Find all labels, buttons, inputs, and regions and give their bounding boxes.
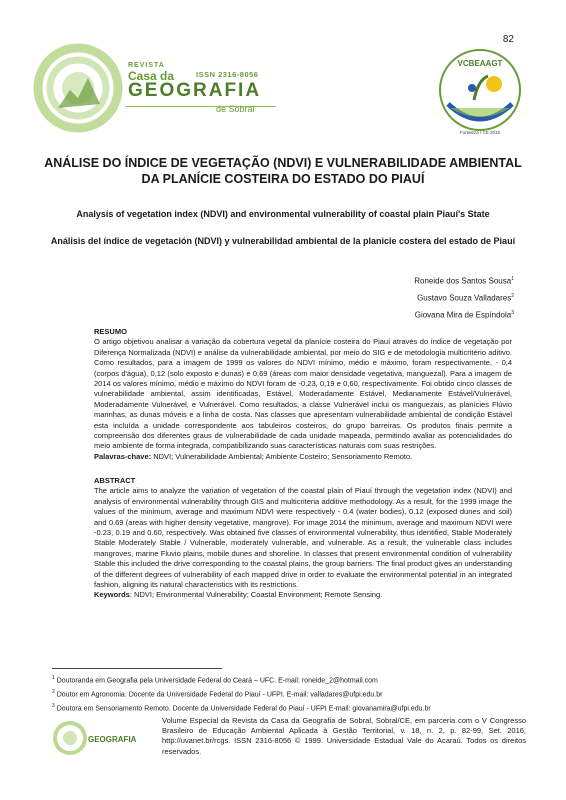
- journal-revista: REVISTA: [128, 62, 165, 69]
- author: Gustavo Souza Valladares$^2$: [417, 293, 514, 303]
- resumo-body: O artigo objetivou analisar a variação da cobertura vegetal da planície costeira do Piauí através do índice de vegetação por Diferença Normalizada (NDVI) e análise da vulnerabilidade ambiental, por meio do SIG e de metodologia multicritério aditivo. Como resultados, para a imagem de 1999 os valores do NDVI mínimo, médio e máximo, foram respectivamente, - 0,4 (corpos d'água), 0,12 (solo exposto e dunas) e 0,69 (áreas com maior densidade vegetativa, manguezal). Para a imagem de 2014 os valores mínimo, médio e máximo do NDVI foram de -0,23, 0,19 e 0,60, respectivamente. Foi obtido cinco classes de vulnerabilidade ambiental, assim identificadas, Estável, Moderadamente Estável, Medianamente Estável/Vulnerável, Moderadamente Vulnerável, e Vulnerável. Como resultados, a classe Vulnerável inclui os manguezais, as planícies Flúvio marinhas, as dunas móveis e a linha de costa. Nas classes que apresentam vulnerabilidade ambiental de condição Estável esta incluída a unidade correspondente aos tabuleiros costeiros, do grupo barreiras. Os produtos finais permite a compreensão dos diferentes graus de vulnerabilidade de cada unidade mapeada, permitindo avaliar as potencialidades do meio ambiente de forma integrada, compatibilizando suas características naturais com suas restrições.: [94, 337, 512, 451]
- resumo-section: [94, 327, 512, 462]
- event-logo: [434, 44, 526, 136]
- title-spanish: Análisis del índice de vegetación (NDVI) y vulnerabilidad ambiental de la planicie costera del estado de Piauí: [50, 236, 516, 246]
- abstract-heading: ABSTRACT: [94, 476, 136, 485]
- author: Giovana Mira de Espíndola$^3$: [414, 310, 514, 320]
- footnote-divider: [52, 668, 222, 669]
- event-logo-text: VCBEAAGT: [457, 59, 503, 68]
- page-number: 82: [502, 34, 514, 45]
- title-english: Analysis of vegetation index (NDVI) and environmental vulnerability of coastal plain Piauí's State: [76, 209, 490, 219]
- journal-casa-da: Casa da: [128, 69, 175, 83]
- footnotes: [52, 673, 522, 714]
- footer-logo-text: GEOGRAFIA: [88, 735, 137, 744]
- abstract-keywords: Keywords: NDVI; Environmental Vulnerability; Coastal Environment; Remote Sensing.: [94, 590, 383, 600]
- author-list: [414, 272, 514, 323]
- journal-issn: ISSN 2316-8056: [196, 70, 259, 79]
- title-portuguese: ANÁLISE DO ÍNDICE DE VEGETAÇÃO (NDVI) E VULNERABILIDADE AMBIENTAL DA PLANÍCIE COSTEIRA DO ESTADO DO PIAUÍ: [44, 156, 522, 186]
- journal-geografia: GEOGRAFIA: [128, 80, 262, 101]
- footnote: $^3$ Doutora em Sensoriamento Remoto. Docente da Universidade Federal do Piauí - UFPI E-mail: giovanamira@ufpi.edu.br: [52, 702, 431, 712]
- footnote: $^1$ Doutoranda em Geografia pela Universidade Federal do Ceará – UFC. E-mail: roneide_2@hotmail.com: [52, 675, 378, 685]
- footnote: $^2$ Doutor em Agronomia. Docente da Universidade Federal do Piauí - UFPI. E-mail: valladares@ufpi.edu.br: [52, 688, 383, 699]
- resumo-heading: RESUMO: [94, 327, 127, 336]
- abstract-body: The article aims to analyze the variation of vegetation of the coastal plain of Piauí through the vegetation index (NDVI) and analysis of environmental vulnerability through GIS and multicriteria additive methodology. As a result, for the 1999 image the values of the minimum, average and maximum NDVI were respectively - 0.4 (water bodies), 0.12 (exposed dunes and soil) and 0.69 (areas with higher density vegetative, mangrove). For image 2014 the minimum, average and maximum NDVI were -0.23, 0.19 and 0.60, respectively. Was obtained five classes of environmental vulnerability, thus identified, Stable Moderately Stable Moderately Stable / Vulnerable, moderately vulnerable, and vulnerable. As a result, the vulnerable class includes mangroves, marine Fluvio plains, mobile dunes and shoreline. In classes that present environmental condition of vulnerability Stable this included the drive corresponding to the coastal plains, the group barriers. The final product gives an understanding of the different degrees of vulnerability of each mapped drive in order to evaluate the environmental potential in an integrated fashion, aligning its natural characteristics with its restrictions.: [94, 486, 512, 590]
- event-logo-caption: Fortaleza / CE 2016: [459, 130, 501, 135]
- journal-de-sobral: de Sobral: [216, 104, 255, 114]
- footer-citation: Volume Especial da Revista da Casa da Geografia de Sobral, Sobral/CE, em parceria com o V Congresso Brasileiro de Educação Ambiental Aplicada à Gestão Territorial, v. 18, n. 2, p. 82-99, Set. 2016, http://uvanet.br/rcgs. ISSN 2316-8056 © 1999. Universidade Estadual Vale do Acaraú. Todos os direitos reservados.: [162, 716, 526, 756]
- author: Roneide dos Santos Sousa$^1$: [414, 276, 514, 286]
- footer-journal-logo: [52, 718, 142, 758]
- abstract-section: [94, 476, 512, 601]
- resumo-keywords: Palavras-chave: NDVI; Vulnerabilidade Ambiental; Ambiente Costeiro; Sensoriamento Remoto.: [94, 451, 413, 461]
